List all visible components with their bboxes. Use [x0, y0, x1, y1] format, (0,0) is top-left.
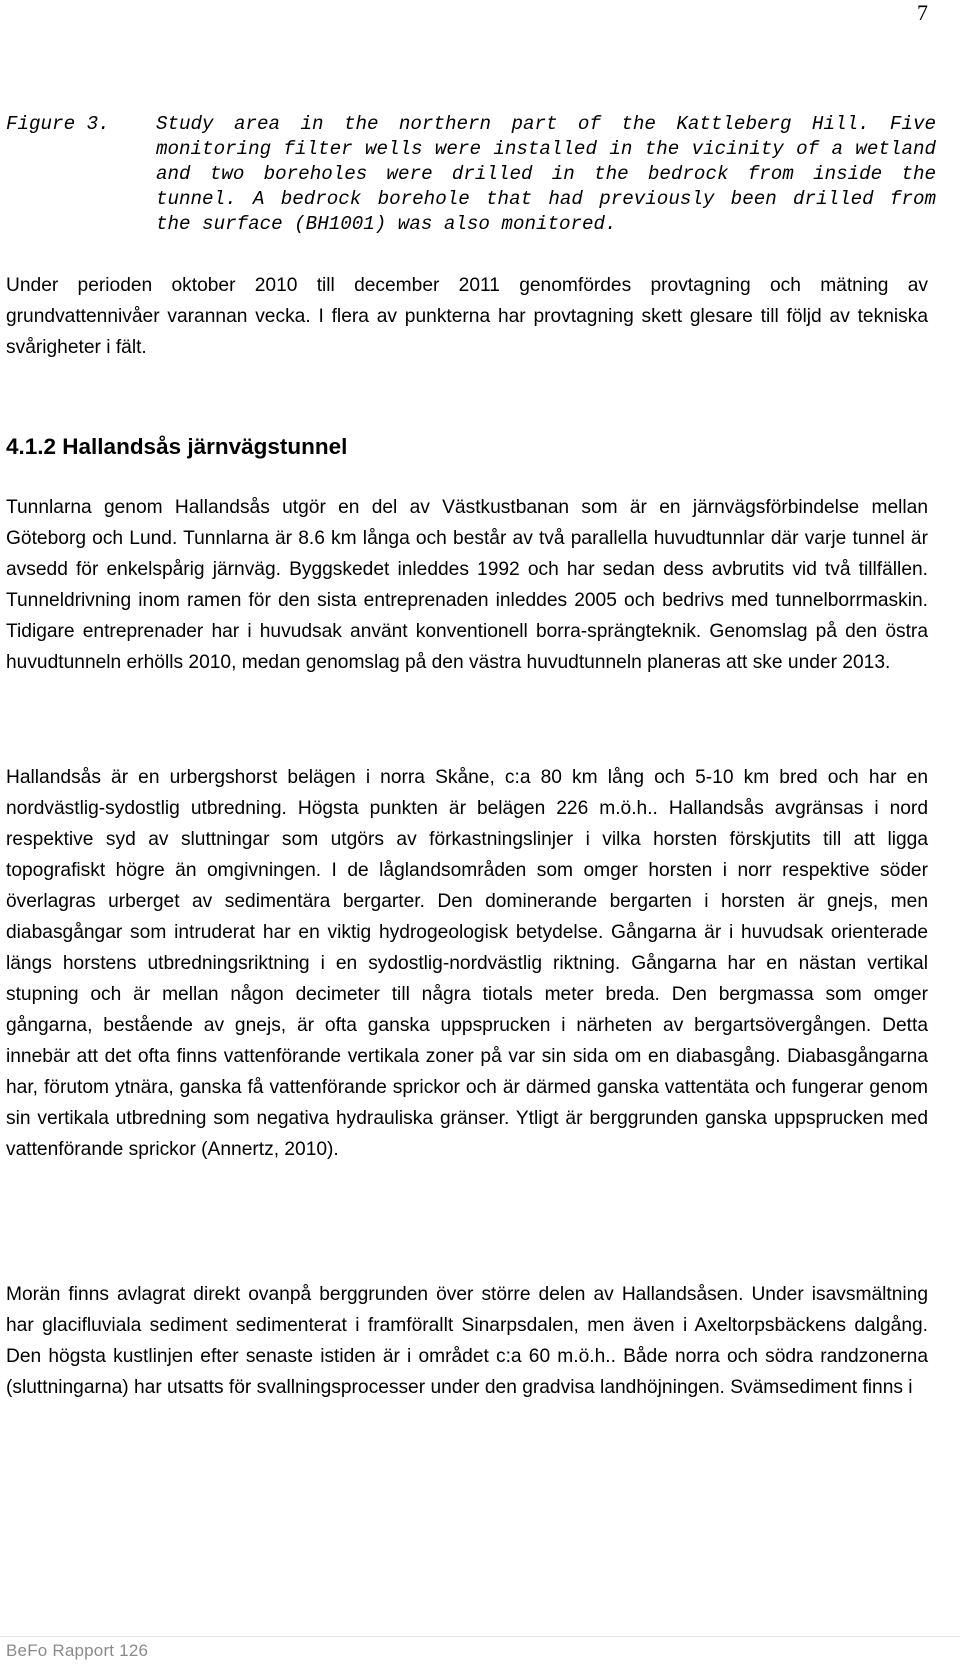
- figure-caption-label: Figure 3.: [6, 113, 110, 135]
- footer-report-name: BeFo Rapport 126: [6, 1641, 149, 1660]
- paragraph-geology: Hallandsås är en urbergshorst belägen i norra Skåne, c:a 80 km lång och 5-10 km bred och har en nordvästlig-sydostlig utbredning. Högsta punkten är belägen 226 m.ö.h.. Hallandsås avgränsas i nord respektive syd av sluttningar som utgörs av förkastningslinjer i vilka horsten förskjutits till att ligga topografiskt högre än omgivningen. I de låglandsområden som omger horsten i norr respektive söder överlagras urberget av sedimentära bergarter. Den dominerande bergarten i horsten är gnejs, men diabasgångar som intruderat har en viktig hydrogeologisk betydelse. Gångarna är i huvudsak orienterade längs horstens utbredningsriktning i en sydostlig-nordvästlig riktning. Gångarna har en nästan vertikal stupning och är mellan någon decimeter till några tiotals meter breda. Den bergmassa som omger gångarna, bestående av gnejs, är ofta ganska uppsprucken i närheten av bergartsövergången. Detta innebär att det ofta finns vattenförande vertikala zoner på var sin sida om en diabasgång. Diabasgångarna har, förutom ytnära, ganska få vattenförande sprickor och är därmed ganska vattentäta och fungerar genom sin vertikala utbredning som negativa hydrauliska gränser. Ytligt är berggrunden ganska uppsprucken med vattenförande sprickor (Annertz, 2010).: [6, 767, 928, 1160]
- figure-caption-text: Study area in the northern part of the Kattleberg Hill. Five monitoring filter wells were installed in the vicinity of a wetland and two boreholes were drilled in the bedrock from inside the tunnel. A bedrock borehole that had previously been drilled from the surface (BH1001) was also monitored.: [156, 113, 936, 235]
- paragraph-quaternary-deposits: Morän finns avlagrat direkt ovanpå berggrunden över större delen av Hallandsåsen. Under isavsmältning har glacifluviala sediment sedimenterat i framförallt Sinarpsdalen, men även i Axeltorpsbäckens dalgång. Den högsta kustlinjen efter senaste istiden är i området c:a 60 m.ö.h.. Både norra och södra randzonerna (sluttningarna) har utsatts för svallningsprocesser under den gradvisa landhöjningen. Svämsediment finns i: [6, 1284, 928, 1398]
- footer-divider: [0, 1636, 960, 1637]
- paragraph-tunnel-description: Tunnlarna genom Hallandsås utgör en del av Västkustbanan som är en järnvägsförbindelse mellan Göteborg och Lund. Tunnlarna är 8.6 km långa och består av två parallella huvudtunnlar där varje tunnel är avsedd för enkelspårig järnväg. Byggskedet inleddes 1992 och har sedan dess avbrutits vid två tillfällen. Tunneldrivning inom ramen för den sista entreprenaden inleddes 2005 och bedrivs med tunnelborrmaskin. Tidigare entreprenader har i huvudsak använt konventionell borra-sprängteknik. Genomslag på den östra huvudtunneln erhölls 2010, medan genomslag på den västra huvudtunneln planeras att ske under 2013.: [6, 497, 928, 673]
- figure-caption: [6, 112, 936, 237]
- section-heading: 4.1.2 Hallandsås järnvägstunnel: [6, 434, 348, 459]
- paragraph-sampling-period: Under perioden oktober 2010 till december 2011 genomfördes provtagning och mätning av grundvattennivåer varannan vecka. I flera av punkterna har provtagning skett glesare till följd av tekniska svårigheter i fält.: [6, 275, 928, 358]
- page-number: 7: [917, 0, 928, 25]
